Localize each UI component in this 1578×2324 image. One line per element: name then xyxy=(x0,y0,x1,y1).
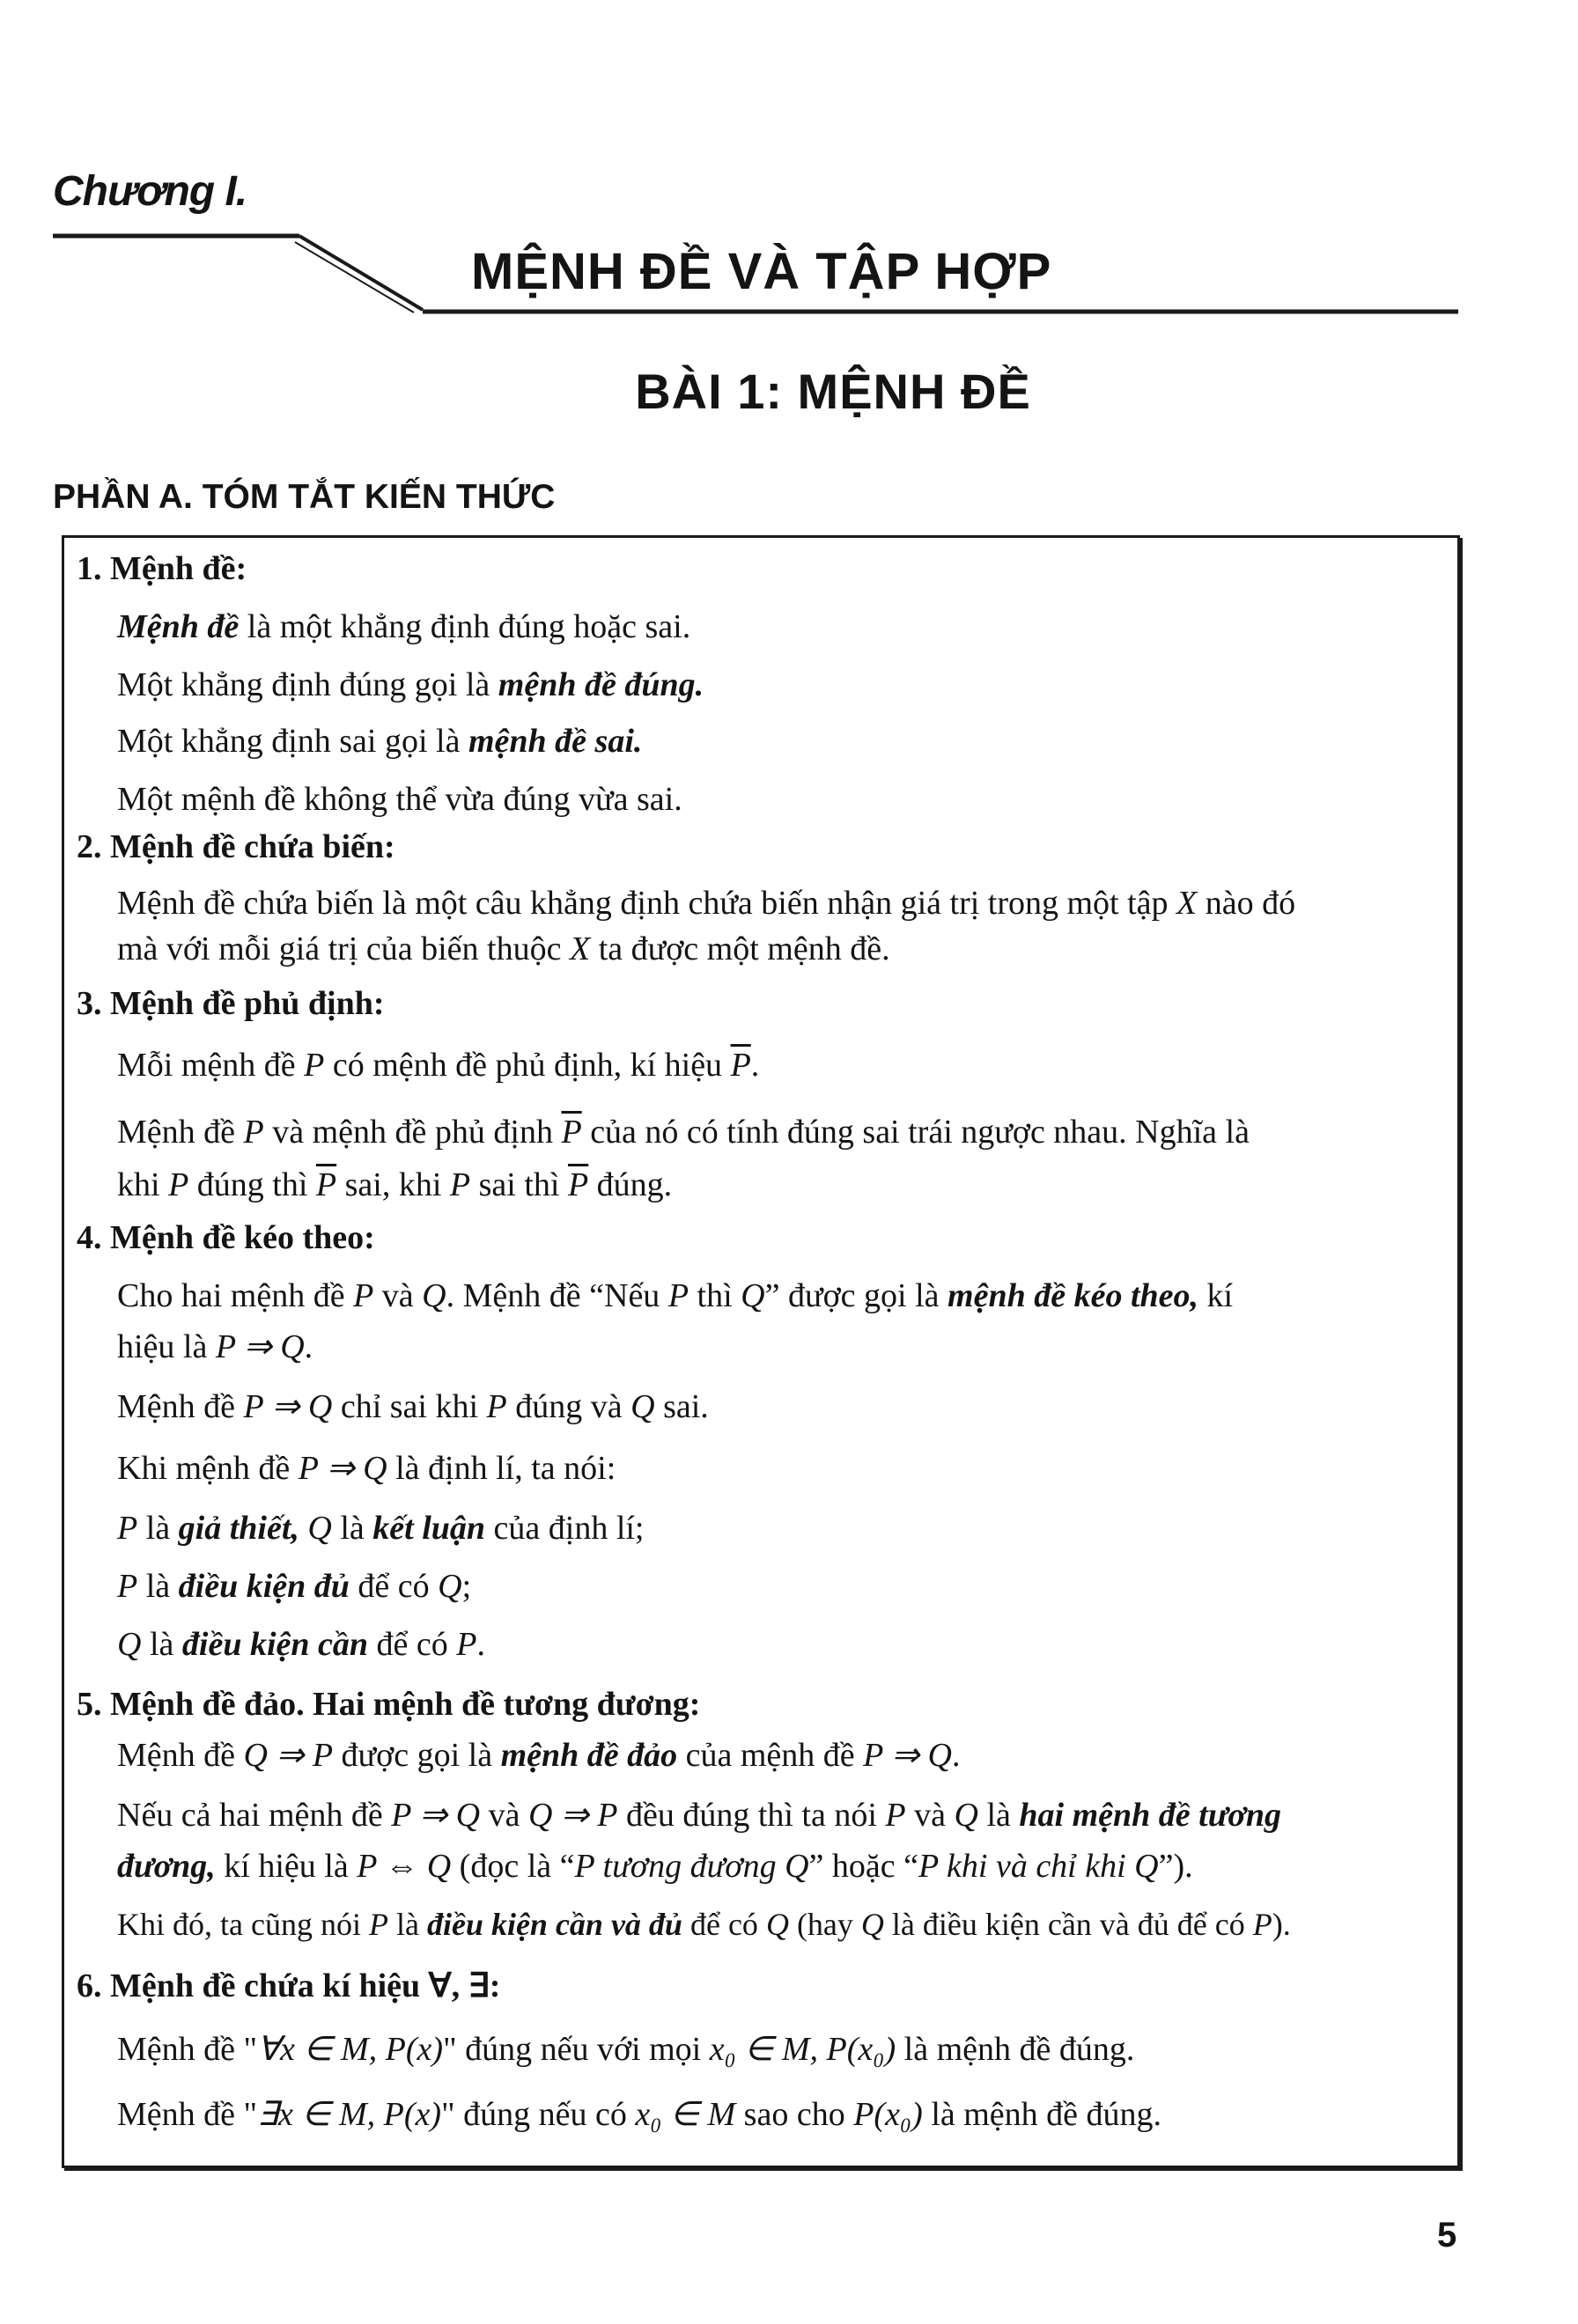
section-4-line-2: hiệu là P ⇒ Q. xyxy=(117,1328,313,1365)
section-2-heading: 2. Mệnh đề chứa biến: xyxy=(77,828,395,865)
section-6-line-2: Mệnh đề "∃x ∈ M, P(x)" đúng nếu có x₀ ∈ M sao cho P(x₀) là mệnh đề đúng. xyxy=(117,2096,1162,2133)
section-5-line-4: Khi đó, ta cũng nói P là điều kiện cần và đủ để có Q (hay Q là điều kiện cần và đủ để có P). xyxy=(117,1907,1291,1942)
section-1-heading: 1. Mệnh đề: xyxy=(77,550,247,587)
section-4-line-7: Q là điều kiện cần để có P. xyxy=(117,1626,485,1663)
page-number: 5 xyxy=(1437,2216,1457,2254)
section-1-line-1: Mệnh đề là một khẳng định đúng hoặc sai. xyxy=(117,608,691,645)
summary-box xyxy=(62,535,1460,2168)
section-5-line-3: đương, kí hiệu là P ⇔ Q (đọc là “P tương đương Q” hoặc “P khi và chỉ khi Q”). xyxy=(117,1848,1193,1885)
section-1-line-3: Một khẳng định sai gọi là mệnh đề sai. xyxy=(117,723,643,760)
section-6-line-1: Mệnh đề "∀x ∈ M, P(x)" đúng nếu với mọi x₀ ∈ M, P(x₀) là mệnh đề đúng. xyxy=(117,2031,1135,2068)
section-3-line-1: Mỗi mệnh đề P có mệnh đề phủ định, kí hiệu $\overline{P}$. xyxy=(117,1047,760,1084)
section-4-line-6: P là điều kiện đủ để có Q; xyxy=(117,1568,472,1605)
lesson-title: BÀI 1: MỆNH ĐỀ xyxy=(635,364,1031,419)
section-4-line-5: P là giả thiết, Q là kết luận của định lí; xyxy=(117,1510,645,1547)
section-3-line-2: Mệnh đề P và mệnh đề phủ định $\overline{P}$ của nó có tính đúng sai trái ngược nhau. Nghĩa là xyxy=(117,1114,1250,1151)
section-4-line-3: Mệnh đề P ⇒ Q chỉ sai khi P đúng và Q sai. xyxy=(117,1388,709,1425)
section-3-heading: 3. Mệnh đề phủ định: xyxy=(77,985,385,1022)
section-5-heading: 5. Mệnh đề đảo. Hai mệnh đề tương đương: xyxy=(77,1686,701,1723)
section-6-heading: 6. Mệnh đề chứa kí hiệu ∀, ∃: xyxy=(77,1967,501,2004)
section-2-line-2: mà với mỗi giá trị của biến thuộc X ta được một mệnh đề. xyxy=(117,930,890,967)
part-title: PHẦN A. TÓM TẮT KIẾN THỨC xyxy=(53,478,556,516)
section-1-line-4: Một mệnh đề không thể vừa đúng vừa sai. xyxy=(117,781,682,818)
section-2-line-1: Mệnh đề chứa biến là một câu khẳng định chứa biến nhận giá trị trong một tập X nào đó xyxy=(117,885,1296,922)
section-4-line-4: Khi mệnh đề P ⇒ Q là định lí, ta nói: xyxy=(117,1450,616,1487)
chapter-title: MỆNH ĐỀ VÀ TẬP HỢP xyxy=(471,243,1052,300)
section-3-line-3: khi P đúng thì $\overline{P}$ sai, khi P sai thì $\overline{P}$ đúng. xyxy=(117,1166,673,1203)
section-4-heading: 4. Mệnh đề kéo theo: xyxy=(77,1219,375,1256)
section-5-line-1: Mệnh đề Q ⇒ P được gọi là mệnh đề đảo của mệnh đề P ⇒ Q. xyxy=(117,1737,961,1774)
section-5-line-2: Nếu cả hai mệnh đề P ⇒ Q và Q ⇒ P đều đúng thì ta nói P và Q là hai mệnh đề tương xyxy=(117,1797,1282,1834)
section-4-line-1: Cho hai mệnh đề P và Q. Mệnh đề “Nếu P thì Q” được gọi là mệnh đề kéo theo, kí xyxy=(117,1277,1234,1314)
chapter-label: Chương I. xyxy=(53,168,247,215)
section-1-line-2: Một khẳng định đúng gọi là mệnh đề đúng. xyxy=(117,666,704,703)
